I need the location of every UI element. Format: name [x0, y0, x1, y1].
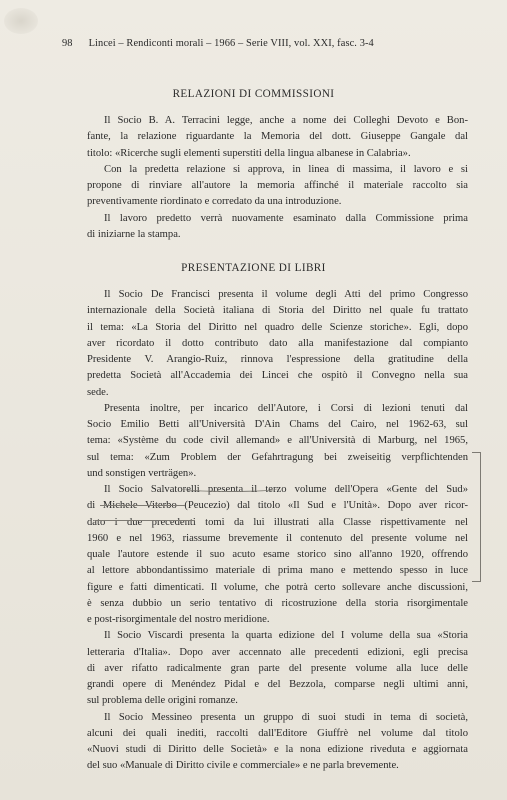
text-line: Con la predetta relazione si approva, in linea di massima, il lavoro e si	[104, 163, 468, 175]
text-line: und sonstigen verträgen».	[87, 467, 197, 479]
text-line: propone di rinviare all'autore la memoria affinché il materiale raccolto sia	[87, 180, 468, 191]
text-line: sul tema: «Zum Problem der Gefahrtragung bei zweiseitig verpflichtenden	[87, 451, 468, 463]
text-line: grandi opere di Menéndez Pidal e del Bezzola, comparse negli ultimi anni,	[87, 679, 468, 690]
text-line: Il Socio De Francisci presenta il volume degli Atti del primo Congresso	[104, 289, 468, 300]
text-line: Socio Emilio Betti all'Università D'Ain Chams del Cairo, nel 1962-63, sul	[87, 419, 468, 430]
paper-stain	[4, 8, 38, 34]
text-line: alcuni dei quali inediti, raccolti dall'Editore Giuffrè nel volume dal titolo	[87, 727, 468, 739]
text-line: di aver rifatto radicalmente gran parte del presente volume alla luce delle	[87, 662, 468, 674]
text-line: e post-risorgimentale del nostro meridione.	[87, 614, 270, 625]
text-line: Il lavoro predetto verrà nuovamente esaminato dalla Commissione prima	[104, 212, 468, 224]
text-line: figure e fatti dimenticati. Il volume, che potrà certo sollevare anche discussioni,	[87, 581, 468, 593]
text-line: titolo: «Ricerche sugli elementi superstiti della lingua albanese in Calabria».	[87, 147, 411, 159]
page-number: 98	[62, 38, 73, 49]
text-line: tema: «Système du code civil allemand» e all'Università di Marburg, nel 1965,	[87, 435, 468, 447]
text-line: è senza dubbio un serio tentativo di ricostruzione della storia risorgimentale	[87, 597, 468, 609]
running-header	[62, 38, 462, 49]
pencil-underline-mark	[95, 516, 195, 521]
text-line: il tema: «La Storia del Diritto nel quadro delle Scienze storiche». Egli, dopo	[87, 321, 468, 333]
pencil-bracket-mark	[472, 452, 481, 582]
text-line: di iniziarne la stampa.	[87, 228, 181, 240]
pencil-underline-mark	[100, 501, 185, 506]
text-line: Il Socio Messineo presenta un gruppo di suoi studi in tema di società,	[104, 711, 468, 723]
text-line: preventivamente riordinato e corredato da una introduzione.	[87, 196, 342, 208]
text-line: di Michele Viterbo (Peucezio) dal titolo «Il Sud e l'Unità». Dopo aver ricor-	[87, 500, 468, 512]
text-line: Il Socio Viscardi presenta la quarta edizione del I volume della sua «Storia	[104, 630, 468, 642]
section-title-presentazione: PRESENTAZIONE DI LIBRI	[181, 262, 326, 274]
text-line: Il Socio B. A. Terracini legge, anche a nome dei Colleghi Devoto e Bon-	[104, 115, 468, 126]
text-line: predetta Società all'Accademia dei Lincei che ospitò il Convegno nella sua	[87, 370, 468, 382]
section-body-relazioni	[87, 113, 468, 243]
section-body-presentazione	[87, 287, 468, 775]
text-line: sul problema delle origini romanze.	[87, 695, 238, 707]
text-line: al lettore abbondantissimo materiale di prima mano e mettendo spesso in luce	[87, 565, 468, 577]
text-line: Presenta inoltre, per incarico dell'Autore, i Corsi di lezioni tenuti dal	[104, 402, 468, 414]
text-line: quale l'autore estende il suo acuto esame storico sino all'anno 1920, offrendo	[87, 549, 468, 560]
running-title: Lincei – Rendiconti morali – 1966 – Serie VIII, vol. XXI, fasc. 3-4	[88, 38, 374, 49]
text-line: internazionale della Società italiana di Storia del Diritto nel quale fu trattato	[87, 305, 468, 317]
text-line: fante, la relazione riguardante la Memoria del dott. Giuseppe Gangale dal	[87, 131, 468, 143]
text-line: del suo «Manuale di Diritto civile e commerciale» e ne parla brevemente.	[87, 760, 399, 772]
text-line: dato i due precedenti tomi da lui illustrati alla Classe rispettivamente nel	[87, 516, 468, 528]
text-line: Presidente V. Arangio-Ruiz, rinnova l'espressione della gratitudine della	[87, 354, 468, 365]
text-line: aver ricordato il dotto contributo dato alla manifestazione dal compianto	[87, 337, 468, 349]
section-title-relazioni: RELAZIONI DI COMMISSIONI	[172, 88, 335, 100]
text-line: letteraria d'Italia». Dopo aver accennato alle precedenti edizioni, egli precisa	[87, 646, 468, 658]
text-line: Il Socio Salvatorelli presenta il terzo volume dell'Opera «Gente del Sud»	[104, 484, 468, 495]
text-line: 1960 e nel 1963, riassume brevemente il contenuto del presente volume nel	[87, 532, 468, 544]
text-line: «Nuovi studi di Diritto delle Società» e la nona edizione riveduta e aggiornata	[87, 744, 468, 755]
text-line: sede.	[87, 386, 109, 398]
pencil-underline-mark	[180, 485, 280, 492]
